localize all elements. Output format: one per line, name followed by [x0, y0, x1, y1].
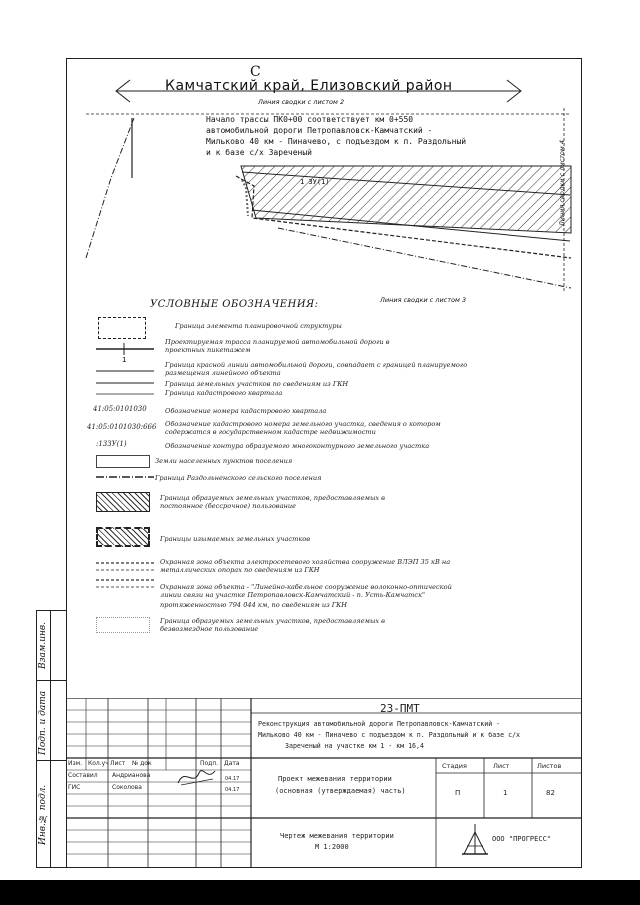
legend-item-2a: Проектируемая трасса планируемой автомобильной дороги в	[165, 338, 390, 346]
stage-header: Стадия	[442, 762, 467, 770]
side-inv-podl: Инв.№ подл.	[38, 784, 48, 846]
code-quarter: 41:05:0101030	[93, 405, 147, 413]
sheets-value: 82	[546, 789, 555, 797]
legend-item-2b: проектных пикетажем	[165, 346, 251, 354]
name-1: Андрианова	[112, 772, 151, 779]
hdr-podp: Подп.	[200, 760, 219, 767]
hdr-list: Лист	[110, 760, 126, 767]
legend-item-7b: содержатся в государственном кадастре недвижимости	[165, 428, 376, 436]
symbol-structure-boundary	[98, 317, 146, 339]
region-title: Камчатский край, Елизовский район	[165, 78, 453, 94]
zone-label: 1 ЗУ(1)	[300, 178, 330, 186]
legend-item-3a: Граница красной линии автомобильной дороги, совпадает с границей планируемого	[165, 361, 468, 369]
section-line-1: Проект межевания территории	[278, 775, 392, 783]
doc-code: 23-ПМТ	[380, 702, 420, 715]
legend-item-11a: Граница образуемых земельных участков, предоставляемых в	[160, 494, 385, 502]
legend-item-5: Граница кадастрового квартала	[165, 389, 283, 397]
legend-item-14a: Охранная зона объекта - "Линейно-кабельное сооружение волоконно-оптической	[160, 583, 452, 591]
signature	[175, 765, 220, 790]
route-desc-line-3: и к базе с/х Зареченый	[206, 148, 312, 157]
route-desc-line-1: автомобильной дороги Петропавловск-Камчатский -	[206, 126, 433, 135]
company-logo-icon	[462, 822, 488, 856]
legend-item-15b: безвозмездное пользование	[160, 625, 259, 633]
legend-item-9: Земли населенных пунктов поселения	[155, 457, 293, 465]
legend-item-13a: Охранная зона объекта электросетевого хозяйства сооружение ВЛЭП 35 кВ на	[160, 558, 451, 566]
side-podp-data: Подп. и дата	[38, 690, 48, 755]
symbol-permanent-use	[96, 492, 150, 512]
legend-item-11b: постоянное (бессрочное) пользование	[160, 502, 297, 510]
org-name: ООО "ПРОГРЕСС"	[492, 835, 552, 843]
symbol-free-use	[96, 617, 150, 633]
legend-item-8: Обозначение контура образуемого многоконтурного земельного участка	[165, 442, 430, 450]
svg-text:1: 1	[122, 356, 127, 363]
drawing-title: Чертеж межевания территории	[280, 832, 394, 840]
symbol-withdrawn	[96, 527, 150, 547]
hdr-data: Дата	[224, 760, 240, 767]
route-desc-line-2: Мильково 40 км - Пиначево, с подъездом к п. Раздольный	[206, 137, 467, 146]
legend-item-7a: Обозначение кадастрового номера земельного участка, сведения о котором	[165, 420, 441, 428]
legend-item-4: Граница земельных участков по сведениям из ГКН	[165, 380, 349, 388]
link-sheet-2: Линия сводки с листом 2	[258, 98, 345, 106]
code-zu: :13ЗУ(1)	[96, 440, 127, 448]
symbol-settlement-boundary	[96, 472, 156, 482]
date-1: 04.17	[225, 776, 240, 782]
legend-item-1: Граница элемента планировочной структуры	[175, 322, 342, 330]
link-sheet-4: Линия сводки с листом 4	[558, 140, 566, 227]
symbol-red-line	[96, 368, 156, 398]
project-line-3: Зареченый на участке км 1 - км 16,4	[285, 742, 424, 750]
legend-item-15a: Граница образуемых земельных участков, предоставляемых в	[160, 617, 385, 625]
legend-item-12: Границы изымаемых земельных участков	[160, 535, 311, 543]
legend-title: УСЛОВНЫЕ ОБОЗНАЧЕНИЯ:	[150, 299, 319, 310]
date-2: 04.17	[225, 787, 240, 793]
project-line-2: Мильково 40 км - Пиначево с подъездом к п. Раздольный и к базе с/х	[258, 731, 521, 739]
legend-item-14b: линии связи на участке Петропавловск-Камчатский - п. Усть-Камчатск"	[160, 591, 426, 599]
sheets-header: Листов	[537, 762, 562, 770]
hdr-izm: Изм.	[68, 760, 83, 767]
name-2: Соколова	[112, 784, 142, 791]
legend-item-10: Граница Раздольненского сельского поселения	[155, 474, 322, 482]
symbol-route	[96, 343, 156, 363]
legend-item-13b: металлических опорах по сведениям из ГКН	[160, 566, 320, 574]
legend-item-6: Обозначение номера кадастрового квартала	[165, 407, 327, 415]
role-1: Составил	[68, 772, 98, 779]
sheet-value: 1	[503, 789, 508, 797]
role-2: ГИС	[68, 784, 81, 791]
legend-item-3b: размещения линейного объекта	[165, 369, 281, 377]
legend-item-14c: протяженностью 794 044 км, по сведениям из ГКН	[160, 601, 348, 609]
sheet-header: Лист	[493, 762, 510, 770]
compass-label: C	[250, 64, 261, 80]
stage-value: П	[455, 789, 461, 797]
section-line-2: (основная (утверждаемая) часть)	[275, 787, 406, 795]
symbol-protected-zones	[96, 560, 156, 620]
code-parcel: 41:05:0101030:666	[87, 423, 157, 431]
side-vzam-inv: Взам.инв.	[38, 621, 48, 669]
scan-bottom-border	[0, 880, 640, 905]
hdr-kol: Кол.уч	[88, 760, 109, 767]
drawing-scale: М 1:2000	[315, 843, 349, 851]
project-line-1: Реконструкция автомобильной дороги Петропавловск-Камчатский -	[258, 720, 501, 728]
route-start-note: Начало трассы ПК0+00 соответствует км 0+550	[206, 115, 414, 124]
link-sheet-3: Линия сводки с листом 3	[380, 296, 467, 304]
symbol-settlement	[96, 455, 150, 468]
hdr-ndok: № док	[132, 760, 152, 767]
